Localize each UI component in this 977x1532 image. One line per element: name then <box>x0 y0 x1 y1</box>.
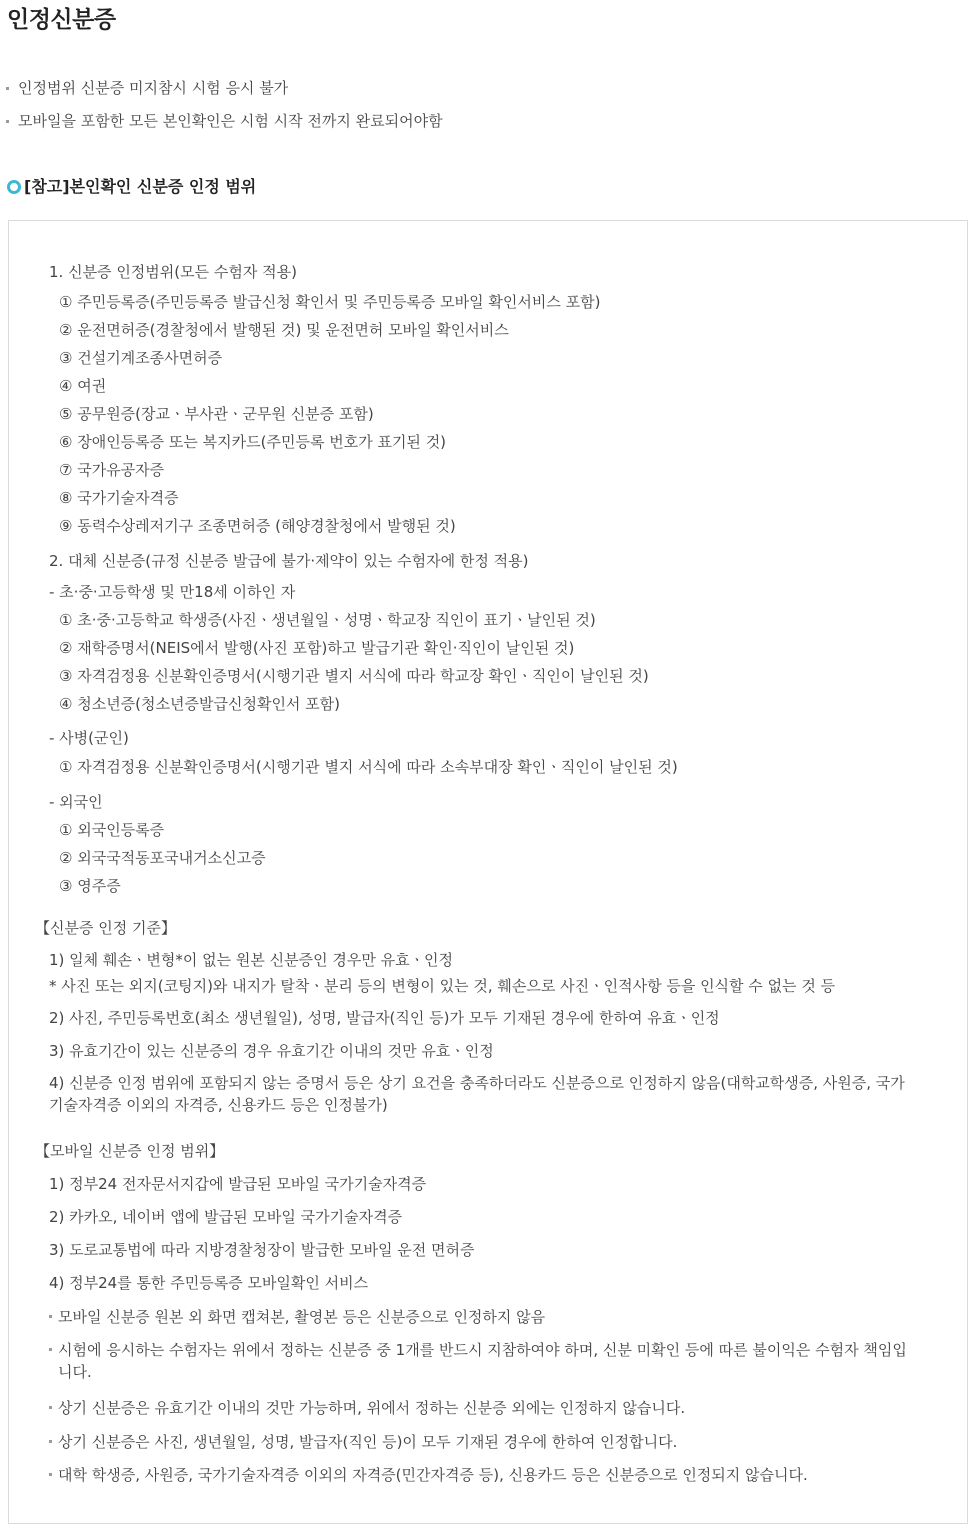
id-item: ⑨ 동력수상레저기구 조종면허증 (해양경찰청에서 발행된 것) <box>59 517 456 535</box>
criteria-title: 【신분증 인정 기준】 <box>35 919 176 937</box>
mobile-note: 상기 신분증은 유효기간 이내의 것만 가능하며, 위에서 정하는 신분증 외에는 인정하지 않습니다. <box>58 1399 686 1417</box>
mobile-note: 대학 학생증, 사원증, 국가기술자격증 이외의 자격증(민간자격증 등), 신용카드 등은 신분증으로 인정되지 않습니다. <box>58 1466 808 1484</box>
id-item: ⑥ 장애인등록증 또는 복지카드(주민등록 번호가 표기된 것) <box>59 433 447 451</box>
notice-text: 모바일을 포함한 모든 본인확인은 시험 시작 전까지 완료되어야함 <box>18 112 443 130</box>
bullet-icon <box>6 120 9 123</box>
id-item: ② 운전면허증(경찰청에서 발행된 것) 및 운전면허 모바일 확인서비스 <box>59 321 509 339</box>
criteria-item: 3) 유효기간이 있는 신분증의 경우 유효기간 이내의 것만 유효ㆍ인정 <box>49 1042 494 1060</box>
bullet-icon <box>49 1315 52 1318</box>
reference-box <box>8 220 968 1524</box>
mobile-title: 【모바일 신분증 인정 범위】 <box>35 1142 225 1160</box>
criteria-item: 1) 일체 훼손ㆍ변형*이 없는 원본 신분증인 경우만 유효ㆍ인정 <box>49 951 454 969</box>
bullet-icon <box>49 1440 52 1443</box>
criteria-item: 2) 사진, 주민등록번호(최소 생년월일), 성명, 발급자(직인 등)가 모두 기재된 경우에 한하여 유효ㆍ인정 <box>49 1009 720 1027</box>
alt-id-item: ④ 청소년증(청소년증발급신청확인서 포함) <box>59 695 341 713</box>
id-item: ⑧ 국가기술자격증 <box>59 489 179 507</box>
reference-heading-text: [참고]본인확인 신분증 인정 범위 <box>24 177 257 196</box>
ring-bullet-icon <box>7 180 21 194</box>
id-item: ⑤ 공무원증(장교ㆍ부사관ㆍ군무원 신분증 포함) <box>59 405 374 423</box>
notice-list <box>0 72 960 138</box>
id-item: ⑦ 국가유공자증 <box>59 461 165 479</box>
mobile-item: 2) 카카오, 네이버 앱에 발급된 모바일 국가기술자격증 <box>49 1208 403 1226</box>
mobile-item: 4) 정부24를 통한 주민등록증 모바일확인 서비스 <box>49 1274 369 1292</box>
notice-item <box>0 72 960 105</box>
alt-id-item: ① 초·중·고등학교 학생증(사진ㆍ생년월일ㆍ성명ㆍ학교장 직인이 표기ㆍ날인된 것) <box>59 611 596 629</box>
notice-text: 인정범위 신분증 미지참시 시험 응시 불가 <box>18 79 289 97</box>
bullet-icon <box>49 1348 52 1351</box>
group-label: - 외국인 <box>49 793 103 811</box>
alt-id-item: ① 자격검정용 신분확인증명서(시행기관 별지 서식에 따라 소속부대장 확인ㆍ직인이 날인된 것) <box>59 758 678 776</box>
section2-title: 2. 대체 신분증(규정 신분증 발급에 불가·제약이 있는 수험자에 한정 적용) <box>49 552 529 570</box>
alt-id-item: ② 재학증명서(NEIS에서 발행(사진 포함)하고 발급기관 확인·직인이 날인된 것) <box>59 639 575 657</box>
mobile-note: 모바일 신분증 원본 외 화면 캡쳐본, 촬영본 등은 신분증으로 인정하지 않음 <box>58 1308 546 1326</box>
mobile-note: 시험에 응시하는 수험자는 위에서 정하는 신분증 중 1개를 반드시 지참하여야 하며, 신분 미확인 등에 따른 불이익은 수험자 책임입니다. <box>58 1341 907 1381</box>
notice-item <box>0 105 960 138</box>
criteria-item: 4) 신분증 인정 범위에 포함되지 않는 증명서 등은 상기 요건을 충족하더라도 신분증으로 인정하지 않음(대학교학생증, 사원증, 국가기술자격증 이외의 자격증, 신용카드 등은 인정불가) <box>49 1074 905 1114</box>
section1-title: 1. 신분증 인정범위(모든 수험자 적용) <box>49 263 297 281</box>
id-item: ④ 여권 <box>59 377 107 395</box>
bullet-icon <box>49 1473 52 1476</box>
alt-id-item: ① 외국인등록증 <box>59 821 165 839</box>
alt-id-item: ③ 영주증 <box>59 877 121 895</box>
mobile-note: 상기 신분증은 사진, 생년월일, 성명, 발급자(직인 등)이 모두 기재된 경우에 한하여 인정합니다. <box>58 1433 678 1451</box>
bullet-icon <box>49 1406 52 1409</box>
group-label: - 사병(군인) <box>49 729 129 747</box>
id-item: ③ 건설기계조종사면허증 <box>59 349 223 367</box>
bullet-icon <box>6 87 9 90</box>
id-item: ① 주민등록증(주민등록증 발급신청 확인서 및 주민등록증 모바일 확인서비스 포함) <box>59 293 601 311</box>
criteria-note: * 사진 또는 외지(코팅지)와 내지가 탈착ㆍ분리 등의 변형이 있는 것, 훼손으로 사진ㆍ인적사항 등을 인식할 수 없는 것 등 <box>49 977 836 995</box>
alt-id-item: ③ 자격검정용 신분확인증명서(시행기관 별지 서식에 따라 학교장 확인ㆍ직인이 날인된 것) <box>59 667 649 685</box>
alt-id-item: ② 외국국적동포국내거소신고증 <box>59 849 266 867</box>
group-label: - 초·중·고등학생 및 만18세 이하인 자 <box>49 583 296 601</box>
mobile-item: 3) 도로교통법에 따라 지방경찰청장이 발급한 모바일 운전 면허증 <box>49 1241 475 1259</box>
reference-heading <box>7 174 256 200</box>
page-title: 인정신분증 <box>7 7 116 33</box>
mobile-item: 1) 정부24 전자문서지갑에 발급된 모바일 국가기술자격증 <box>49 1175 427 1193</box>
